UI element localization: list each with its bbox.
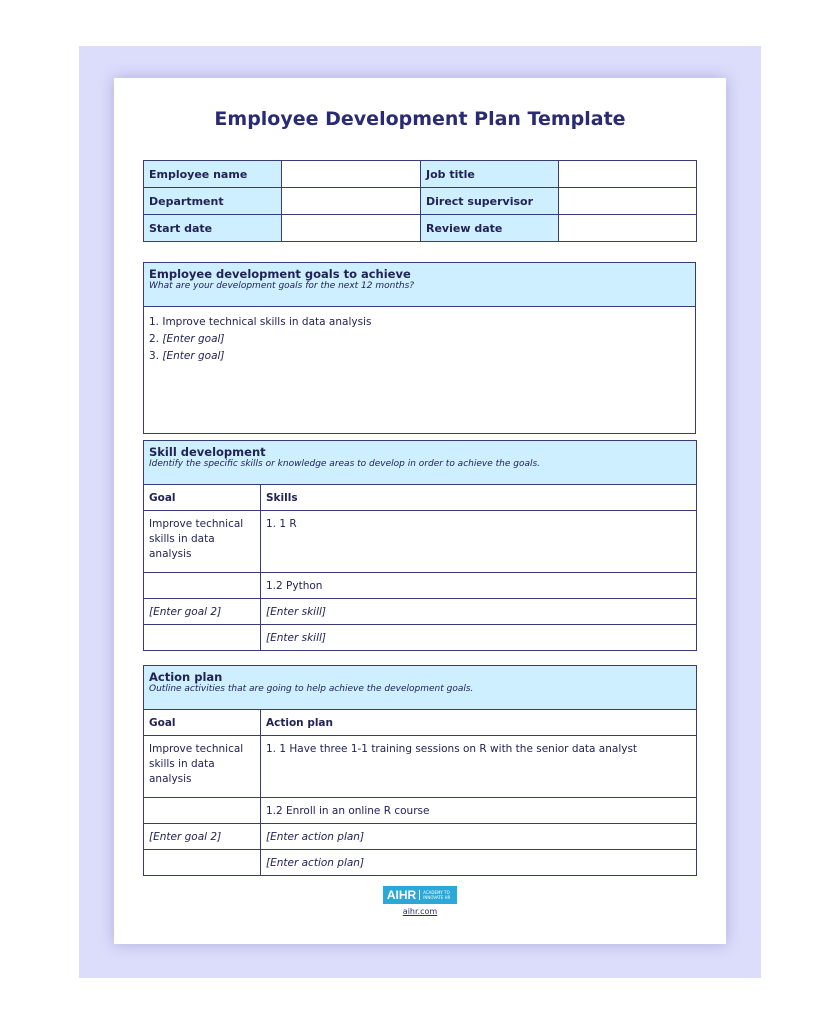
goal-cell[interactable] [144,798,261,824]
action-heading: Action plan [149,670,223,684]
goals-heading: Employee development goals to achieve [149,267,411,281]
department-field[interactable] [282,188,421,215]
employee-info-table [143,160,697,242]
table-row [144,625,697,651]
logo-text: AIHR [386,888,417,902]
skill-header-row [144,441,697,485]
goals-subheading: What are your development goals for the next 12 months? [149,281,415,291]
table-row [144,599,697,625]
goal-cell[interactable]: Improve technical skills in data analysis [144,736,261,798]
goal-cell[interactable] [144,625,261,651]
goal-cell[interactable] [144,850,261,876]
action-header-row [144,666,697,710]
review-date-label: Review date [421,215,559,242]
action-cell[interactable]: [Enter action plan] [261,850,697,876]
goal-cell[interactable]: [Enter goal 2] [144,824,261,850]
skill-development-table [143,440,697,651]
goal-placeholder: [Enter goal] [162,350,225,362]
website-link[interactable]: aihr.com [402,907,438,916]
employee-name-field[interactable] [282,161,421,188]
column-header-goal: Goal [144,485,261,511]
direct-supervisor-label: Direct supervisor [421,188,559,215]
table-row [144,736,697,798]
goal-item: 1. Improve technical skills in data analysis [149,316,372,328]
action-plan-table [143,665,697,876]
skill-cell[interactable]: 1. 1 R [261,511,697,573]
action-column-headers [144,710,697,736]
review-date-field[interactable] [559,215,697,242]
info-row [144,188,697,215]
goals-header-row [144,263,696,307]
job-title-field[interactable] [559,161,697,188]
action-subheading: Outline activities that are going to help achieve the development goals. [149,684,474,694]
department-label: Department [144,188,282,215]
footer [114,884,726,916]
column-header-skills: Skills [261,485,697,511]
goal-item: 3. [Enter goal] [149,350,225,362]
goal-cell[interactable]: Improve technical skills in data analysis [144,511,261,573]
skill-cell[interactable]: [Enter skill] [261,599,697,625]
goal-item: 2. [Enter goal] [149,333,225,345]
column-header-goal: Goal [144,710,261,736]
logo-tagline: ACADEMY TO INNOVATE HR [419,890,453,900]
direct-supervisor-field[interactable] [559,188,697,215]
aihr-logo [383,886,457,904]
skill-cell[interactable]: [Enter skill] [261,625,697,651]
job-title-label: Job title [421,161,559,188]
goals-body-row [144,307,696,434]
document-sheet [114,78,726,944]
skill-column-headers [144,485,697,511]
table-row [144,573,697,599]
goals-table [143,262,696,434]
action-cell[interactable]: 1. 1 Have three 1-1 training sessions on R with the senior data analyst [261,736,697,798]
goal-cell[interactable] [144,573,261,599]
goal-placeholder: [Enter goal] [162,333,225,345]
start-date-field[interactable] [282,215,421,242]
start-date-label: Start date [144,215,282,242]
info-row [144,215,697,242]
action-cell[interactable]: [Enter action plan] [261,824,697,850]
table-row [144,511,697,573]
table-row [144,798,697,824]
info-row [144,161,697,188]
table-row [144,850,697,876]
action-cell[interactable]: 1.2 Enroll in an online R course [261,798,697,824]
goals-list[interactable] [144,307,696,434]
employee-name-label: Employee name [144,161,282,188]
skill-subheading: Identify the specific skills or knowledge areas to develop in order to achieve the goals. [149,459,541,469]
skill-heading: Skill development [149,445,266,459]
goal-cell[interactable]: [Enter goal 2] [144,599,261,625]
document-title: Employee Development Plan Template [214,108,626,130]
column-header-action-plan: Action plan [261,710,697,736]
table-row [144,824,697,850]
skill-cell[interactable]: 1.2 Python [261,573,697,599]
